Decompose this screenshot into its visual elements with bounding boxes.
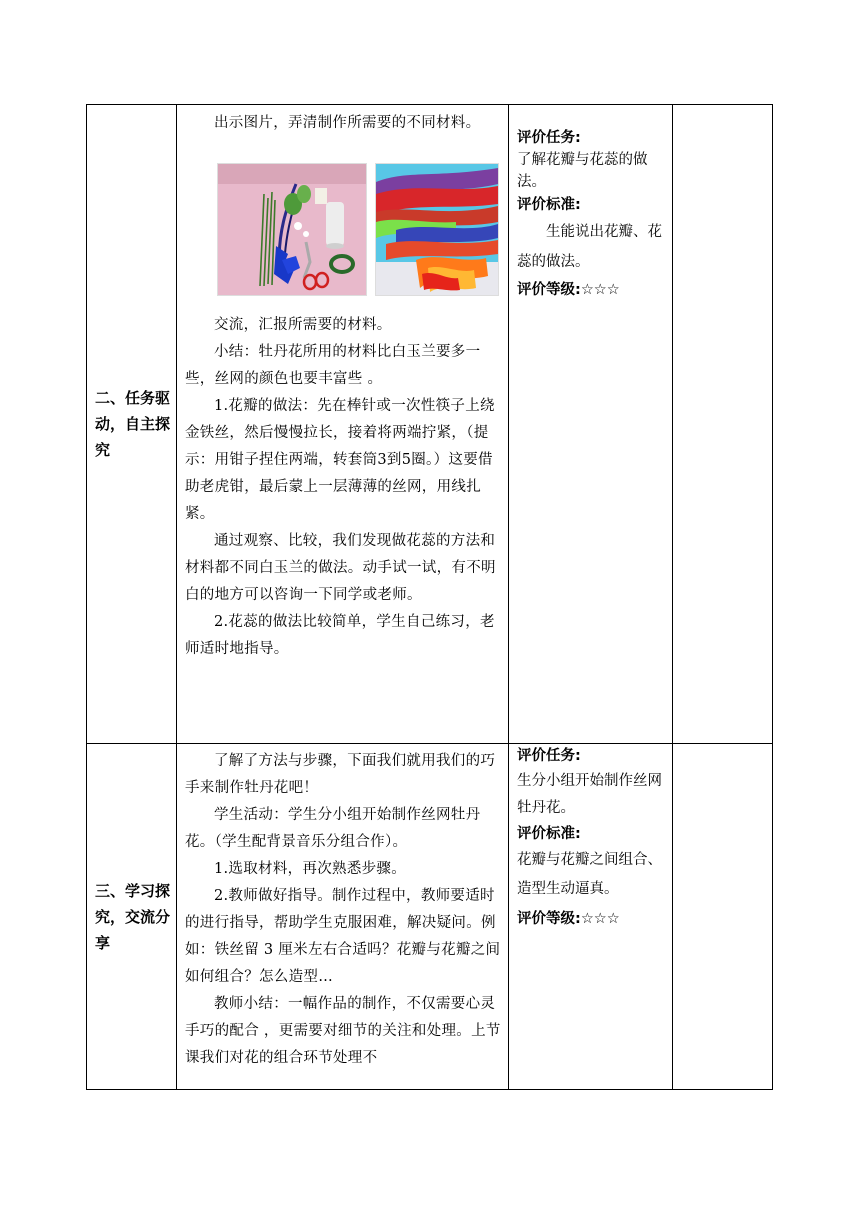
- notes-cell: [673, 744, 773, 1090]
- paragraph: 1.花瓣的做法：先在棒针或一次性筷子上绕金铁丝，然后慢慢拉长，接着将两端拧紧，（提示：用钳子捏住两端，转套筒3到5圈。）这要借助老虎钳，最后蒙上一层薄薄的丝网，用线扎紧。: [185, 398, 495, 522]
- table-row: [87, 105, 773, 744]
- paragraph: 2.教师做好指导。制作过程中，教师要适时的进行指导，帮助学生克服困难，解决疑问。例如：铁丝留 3 厘米左右合适吗？花瓣与花瓣之间如何组合？怎么造型…: [185, 888, 501, 985]
- paragraph: 学生活动：学生分小组开始制作丝网牡丹花。（学生配背景音乐分组合作）。: [185, 807, 481, 850]
- paragraph: 了解了方法与步骤，下面我们就用我们的巧手来制作牡丹花吧！: [185, 753, 496, 796]
- star-rating: ☆☆☆: [580, 282, 620, 298]
- stage-cell: [87, 105, 177, 744]
- star-rating: ☆☆☆: [580, 911, 620, 927]
- paragraph: 出示图片，弄清制作所需要的不同材料。: [214, 115, 481, 131]
- evaluation-cell: [509, 105, 673, 744]
- eval-task-text: 生分小组开始制作丝网牡丹花。: [517, 773, 662, 816]
- paragraph: 教师小结：一幅作品的制作，不仅需要心灵手巧的配合 ，更需要对细节的关注和处理。上节课我们对花的组合环节处理不: [185, 996, 501, 1066]
- notes-cell: [673, 105, 773, 744]
- eval-level-label: 评价等级:: [517, 911, 581, 927]
- paragraph: 2.花蕊的做法比较简单，学生自己练习，老师适时地指导。: [185, 614, 495, 657]
- eval-level-label: 评价等级:: [517, 282, 581, 298]
- eval-task-text: 了解花瓣与花蕊的做法。: [517, 152, 648, 190]
- paragraph: 交流，汇报所需要的材料。: [214, 317, 392, 333]
- paragraph: 1.选取材料，再次熟悉步骤。: [214, 861, 407, 877]
- eval-standard-text: 生能说出花瓣、花蕊的做法。: [517, 224, 662, 270]
- material-photos: [177, 163, 508, 296]
- eval-standard-label: 评价标准:: [517, 197, 581, 213]
- eval-standard-text: 花瓣与花瓣之间组合、造型生动逼真。: [517, 852, 662, 897]
- evaluation-cell: [509, 744, 673, 1090]
- paragraph: 通过观察、比较，我们发现做花蕊的方法和材料都不同白玉兰的做法。动手试一试，有不明白的地方可以咨询一下同学或老师。: [185, 533, 496, 603]
- eval-task-label: 评价任务:: [517, 130, 581, 146]
- materials-tools-photo: [217, 163, 367, 296]
- content-cell: [177, 744, 509, 1090]
- lesson-plan-table: [86, 104, 773, 1090]
- table-row: [87, 744, 773, 1090]
- colored-silk-mesh-photo: [375, 163, 499, 296]
- content-cell: [177, 105, 509, 744]
- stage-cell: [87, 744, 177, 1090]
- paragraph: 小结：牡丹花所用的材料比白玉兰要多一些，丝网的颜色也要丰富些 。: [185, 344, 481, 387]
- stage-label: 二、任务驱动，自主探究: [95, 389, 171, 459]
- eval-task-label: 评价任务:: [517, 748, 581, 764]
- eval-standard-label: 评价标准:: [517, 826, 581, 842]
- stage-label: 三、学习探究，交流分享: [95, 881, 171, 952]
